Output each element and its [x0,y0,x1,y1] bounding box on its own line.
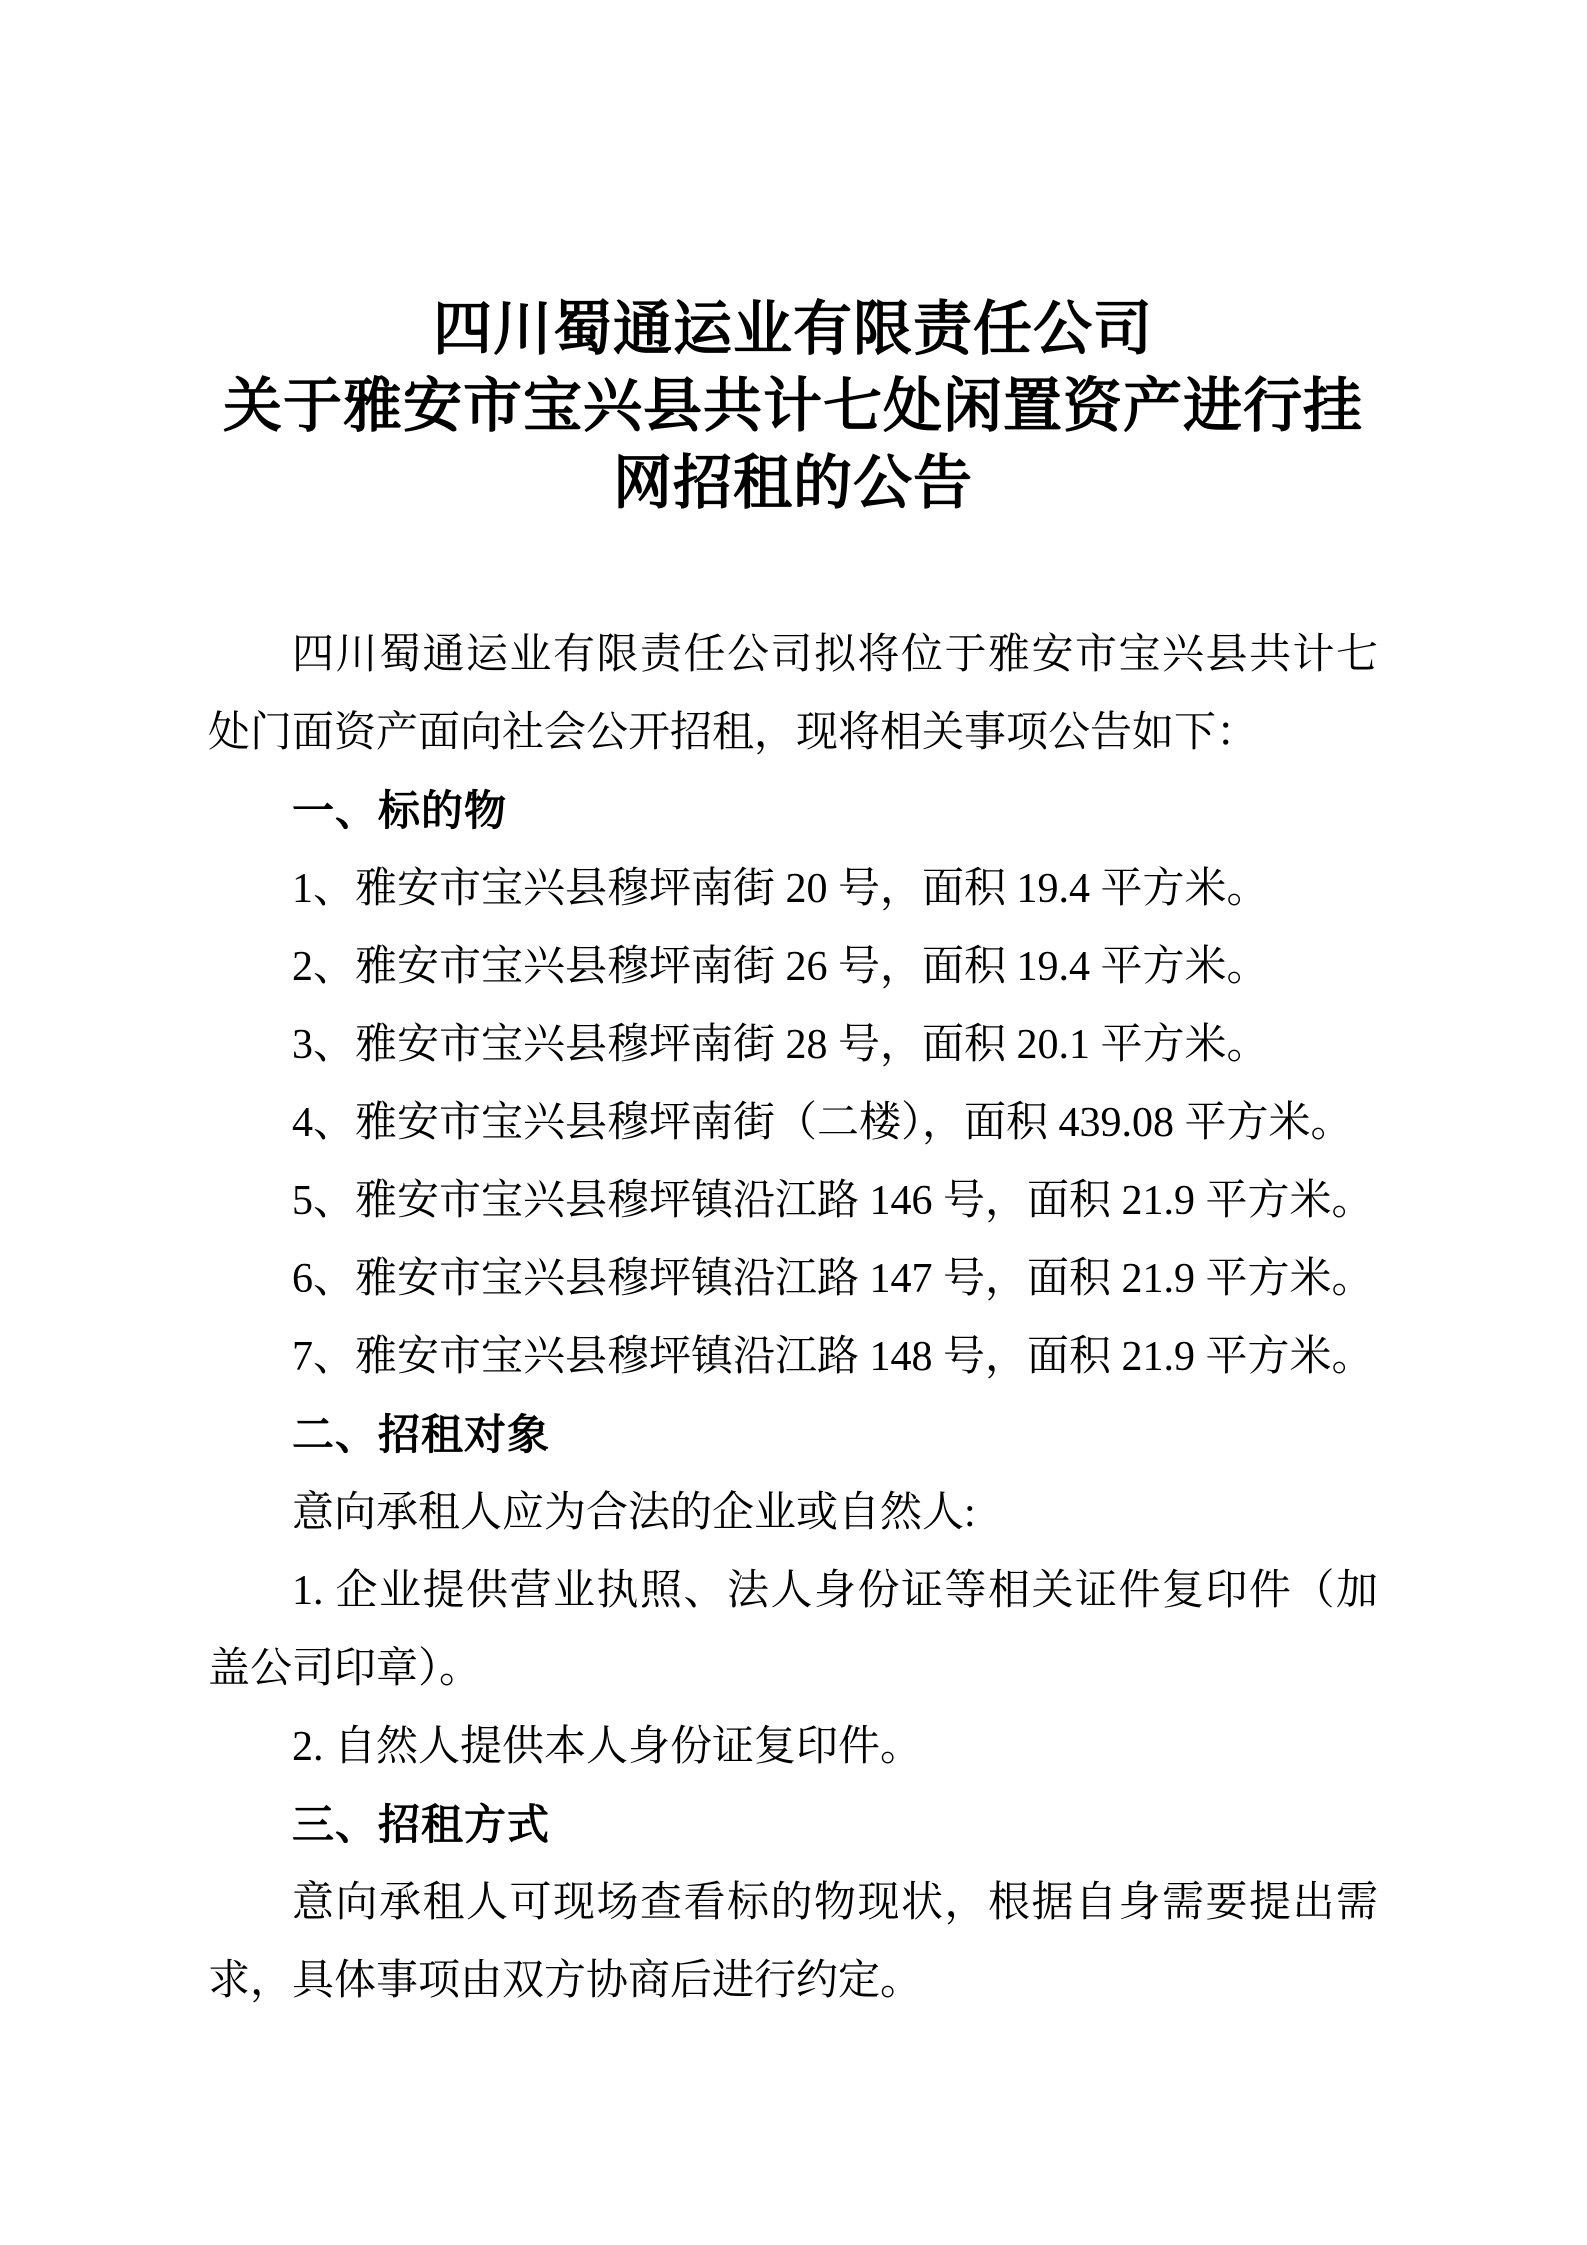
asset-item-5: 5、雅安市宝兴县穆坪镇沿江路 146 号，面积 21.9 平方米。 [292,1178,1374,1224]
section-2-heading: 二、招租对象 [292,1411,551,1458]
asset-item-1: 1、雅安市宝兴县穆坪南街 20 号，面积 19.4 平方米。 [292,866,1269,912]
asset-item-3: 3、雅安市宝兴县穆坪南街 28 号，面积 20.1 平方米。 [292,1022,1269,1068]
document-title-line-2: 关于雅安市宝兴县共计七处闲置资产进行挂 [222,373,1363,439]
section-3-paragraph: 意向承租人可现场查看标的物现状，根据自身需要提出需求，具体事项由双方协商后进行约定。 [208,1880,1378,2004]
asset-item-6: 6、雅安市宝兴县穆坪镇沿江路 147 号，面积 21.9 平方米。 [292,1256,1374,1302]
document-body [208,616,1378,2020]
section-3-heading: 三、招租方式 [292,1801,551,1848]
section-2-item-2: 2. 自然人提供本人身份证复印件。 [292,1724,923,1770]
section-1-heading: 一、标的物 [292,787,508,834]
section-2-lead: 意向承租人应为合法的企业或自然人: [292,1490,976,1536]
document-title-line-1: 四川蜀通运业有限责任公司 [432,296,1153,362]
asset-item-7: 7、雅安市宝兴县穆坪镇沿江路 148 号，面积 21.9 平方米。 [292,1334,1374,1380]
intro-paragraph: 四川蜀通运业有限责任公司拟将位于雅安市宝兴县共计七处门面资产面向社会公开招租，现将相关事项公告如下： [208,632,1378,756]
document-title [208,291,1378,522]
asset-item-2: 2、雅安市宝兴县穆坪南街 26 号，面积 19.4 平方米。 [292,944,1269,990]
section-2-item-1: 1. 企业提供营业执照、法人身份证等相关证件复印件（加盖公司印章）。 [208,1568,1378,1692]
document-title-line-3: 网招租的公告 [612,450,973,516]
asset-item-4: 4、雅安市宝兴县穆坪南街（二楼），面积 439.08 平方米。 [292,1100,1353,1146]
